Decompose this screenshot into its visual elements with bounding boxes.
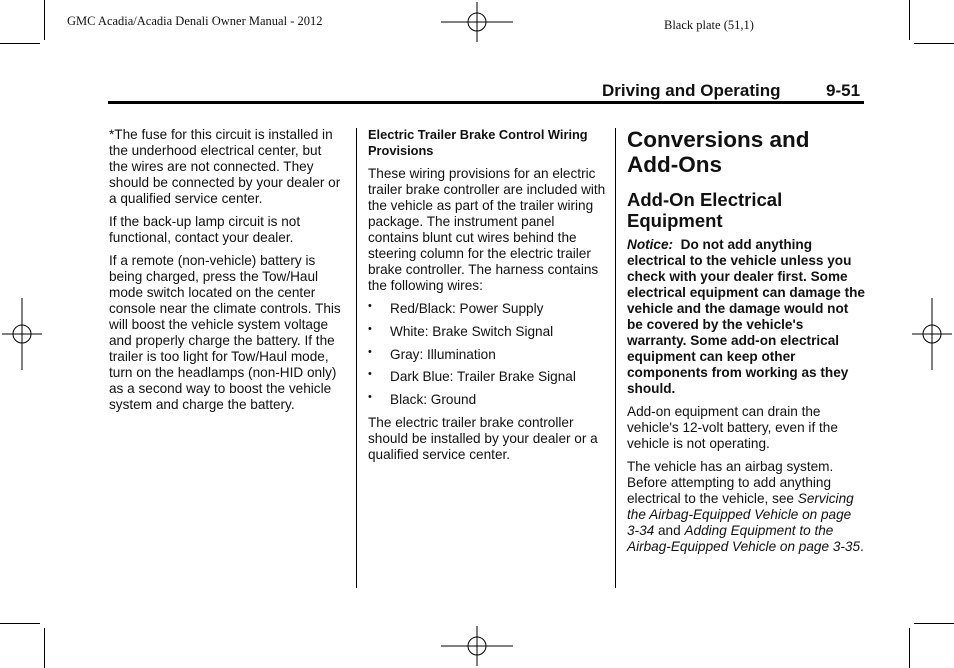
airbag-servicing-link[interactable]: Servicing the Airbag-Equipped Vehicle on page 3-34 xyxy=(627,491,854,538)
page-number: 9-51 xyxy=(826,81,861,100)
crop-mark-tl-vertical xyxy=(44,0,45,40)
list-item: • White: Brake Switch Signal xyxy=(368,322,554,339)
fuse-note: *The fuse for this circuit is installed in the underhood electrical center, but the wires are not connected. They should be connected by your dealer or a qualified service center. xyxy=(109,127,341,206)
column-divider-2 xyxy=(615,128,616,588)
crop-mark-tl-horizontal xyxy=(0,43,40,44)
registration-mark-top-icon xyxy=(441,2,513,42)
airbag-note: The vehicle has an airbag system. Before attempting to add anything electrical to the vehicle, see Servicing the Airbag-Equipped Vehicle on page 3-34 and Adding Equipment to the Airbag-Equipped Vehicle on page 3-35. xyxy=(627,459,864,554)
bullet-icon: • xyxy=(368,391,372,404)
list-item: • Dark Blue: Trailer Brake Signal xyxy=(368,368,576,385)
battery-drain-note: Add-on equipment can drain the vehicle's 12-volt battery, even if the vehicle is not operating. xyxy=(627,404,838,451)
chapter-title: Conversions and Add-Ons xyxy=(627,127,810,177)
airbag-equipment-link[interactable]: Adding Equipment to the Airbag-Equipped Vehicle on page 3-35 xyxy=(627,523,861,554)
backup-lamp-note: If the back-up lamp circuit is not functional, contact your dealer. xyxy=(109,214,301,245)
list-item: • Red/Black: Power Supply xyxy=(368,300,544,316)
registration-mark-left-icon xyxy=(2,298,42,370)
registration-mark-right-icon xyxy=(912,298,952,370)
column-1 xyxy=(109,127,341,420)
column-divider-1 xyxy=(356,128,357,588)
header-rule xyxy=(108,101,864,104)
notice-text: Do not add anything electrical to the vehicle unless you check with your dealer first. Some electrical equipment can damage the vehicle and the damage would not be covered by the vehicle's warranty. Some add-on electrical equipment can keep other components from working as they should. xyxy=(627,237,865,396)
notice-label: Notice: xyxy=(627,237,674,252)
bullet-icon: • xyxy=(368,300,372,312)
list-item: • Black: Ground xyxy=(368,391,477,408)
plate-label: Black plate (51,1) xyxy=(664,18,754,32)
notice-block xyxy=(627,237,865,397)
crop-mark-br-vertical xyxy=(909,628,910,668)
bullet-icon: • xyxy=(368,368,372,381)
manual-title: GMC Acadia/Acadia Denali Owner Manual - 2012 xyxy=(67,14,323,28)
crop-mark-bl-vertical xyxy=(44,628,45,668)
crop-mark-tr-vertical xyxy=(909,0,910,40)
list-item: • Gray: Illumination xyxy=(368,345,496,362)
crop-mark-br-horizontal xyxy=(914,623,954,624)
wiring-provisions-heading: Electric Trailer Brake Control Wiring Provisions xyxy=(368,127,588,158)
remote-battery-note: If a remote (non-vehicle) battery is being charged, press the Tow/Haul mode switch located on the center console near the climate controls. This will boost the vehicle system voltage and properly charge the battery. If the trailer is too light for Tow/Haul mode, turn on the headlamps (non-HID only) as a second way to boost the vehicle system and charge the battery. xyxy=(109,253,341,412)
bullet-icon: • xyxy=(368,322,372,335)
column-2 xyxy=(368,127,608,470)
installation-note: The electric trailer brake controller should be installed by your dealer or a qualified service center. xyxy=(368,415,598,463)
section-heading: Add-On Electrical Equipment xyxy=(627,189,783,231)
crop-mark-bl-horizontal xyxy=(0,623,40,624)
wire-list xyxy=(368,301,608,408)
section-title: Driving and Operating xyxy=(602,81,781,100)
wiring-intro: These wiring provisions for an electric trailer brake controller are included with the vehicle as part of the trailer wiring package. The instrument panel contains blunt cut wires behind the steering column for the electric trailer brake controller. The harness contains the following wires: xyxy=(368,166,606,293)
bullet-icon: • xyxy=(368,345,372,358)
column-3 xyxy=(627,127,865,562)
crop-mark-tr-horizontal xyxy=(914,43,954,44)
registration-mark-bottom-icon xyxy=(441,626,513,666)
